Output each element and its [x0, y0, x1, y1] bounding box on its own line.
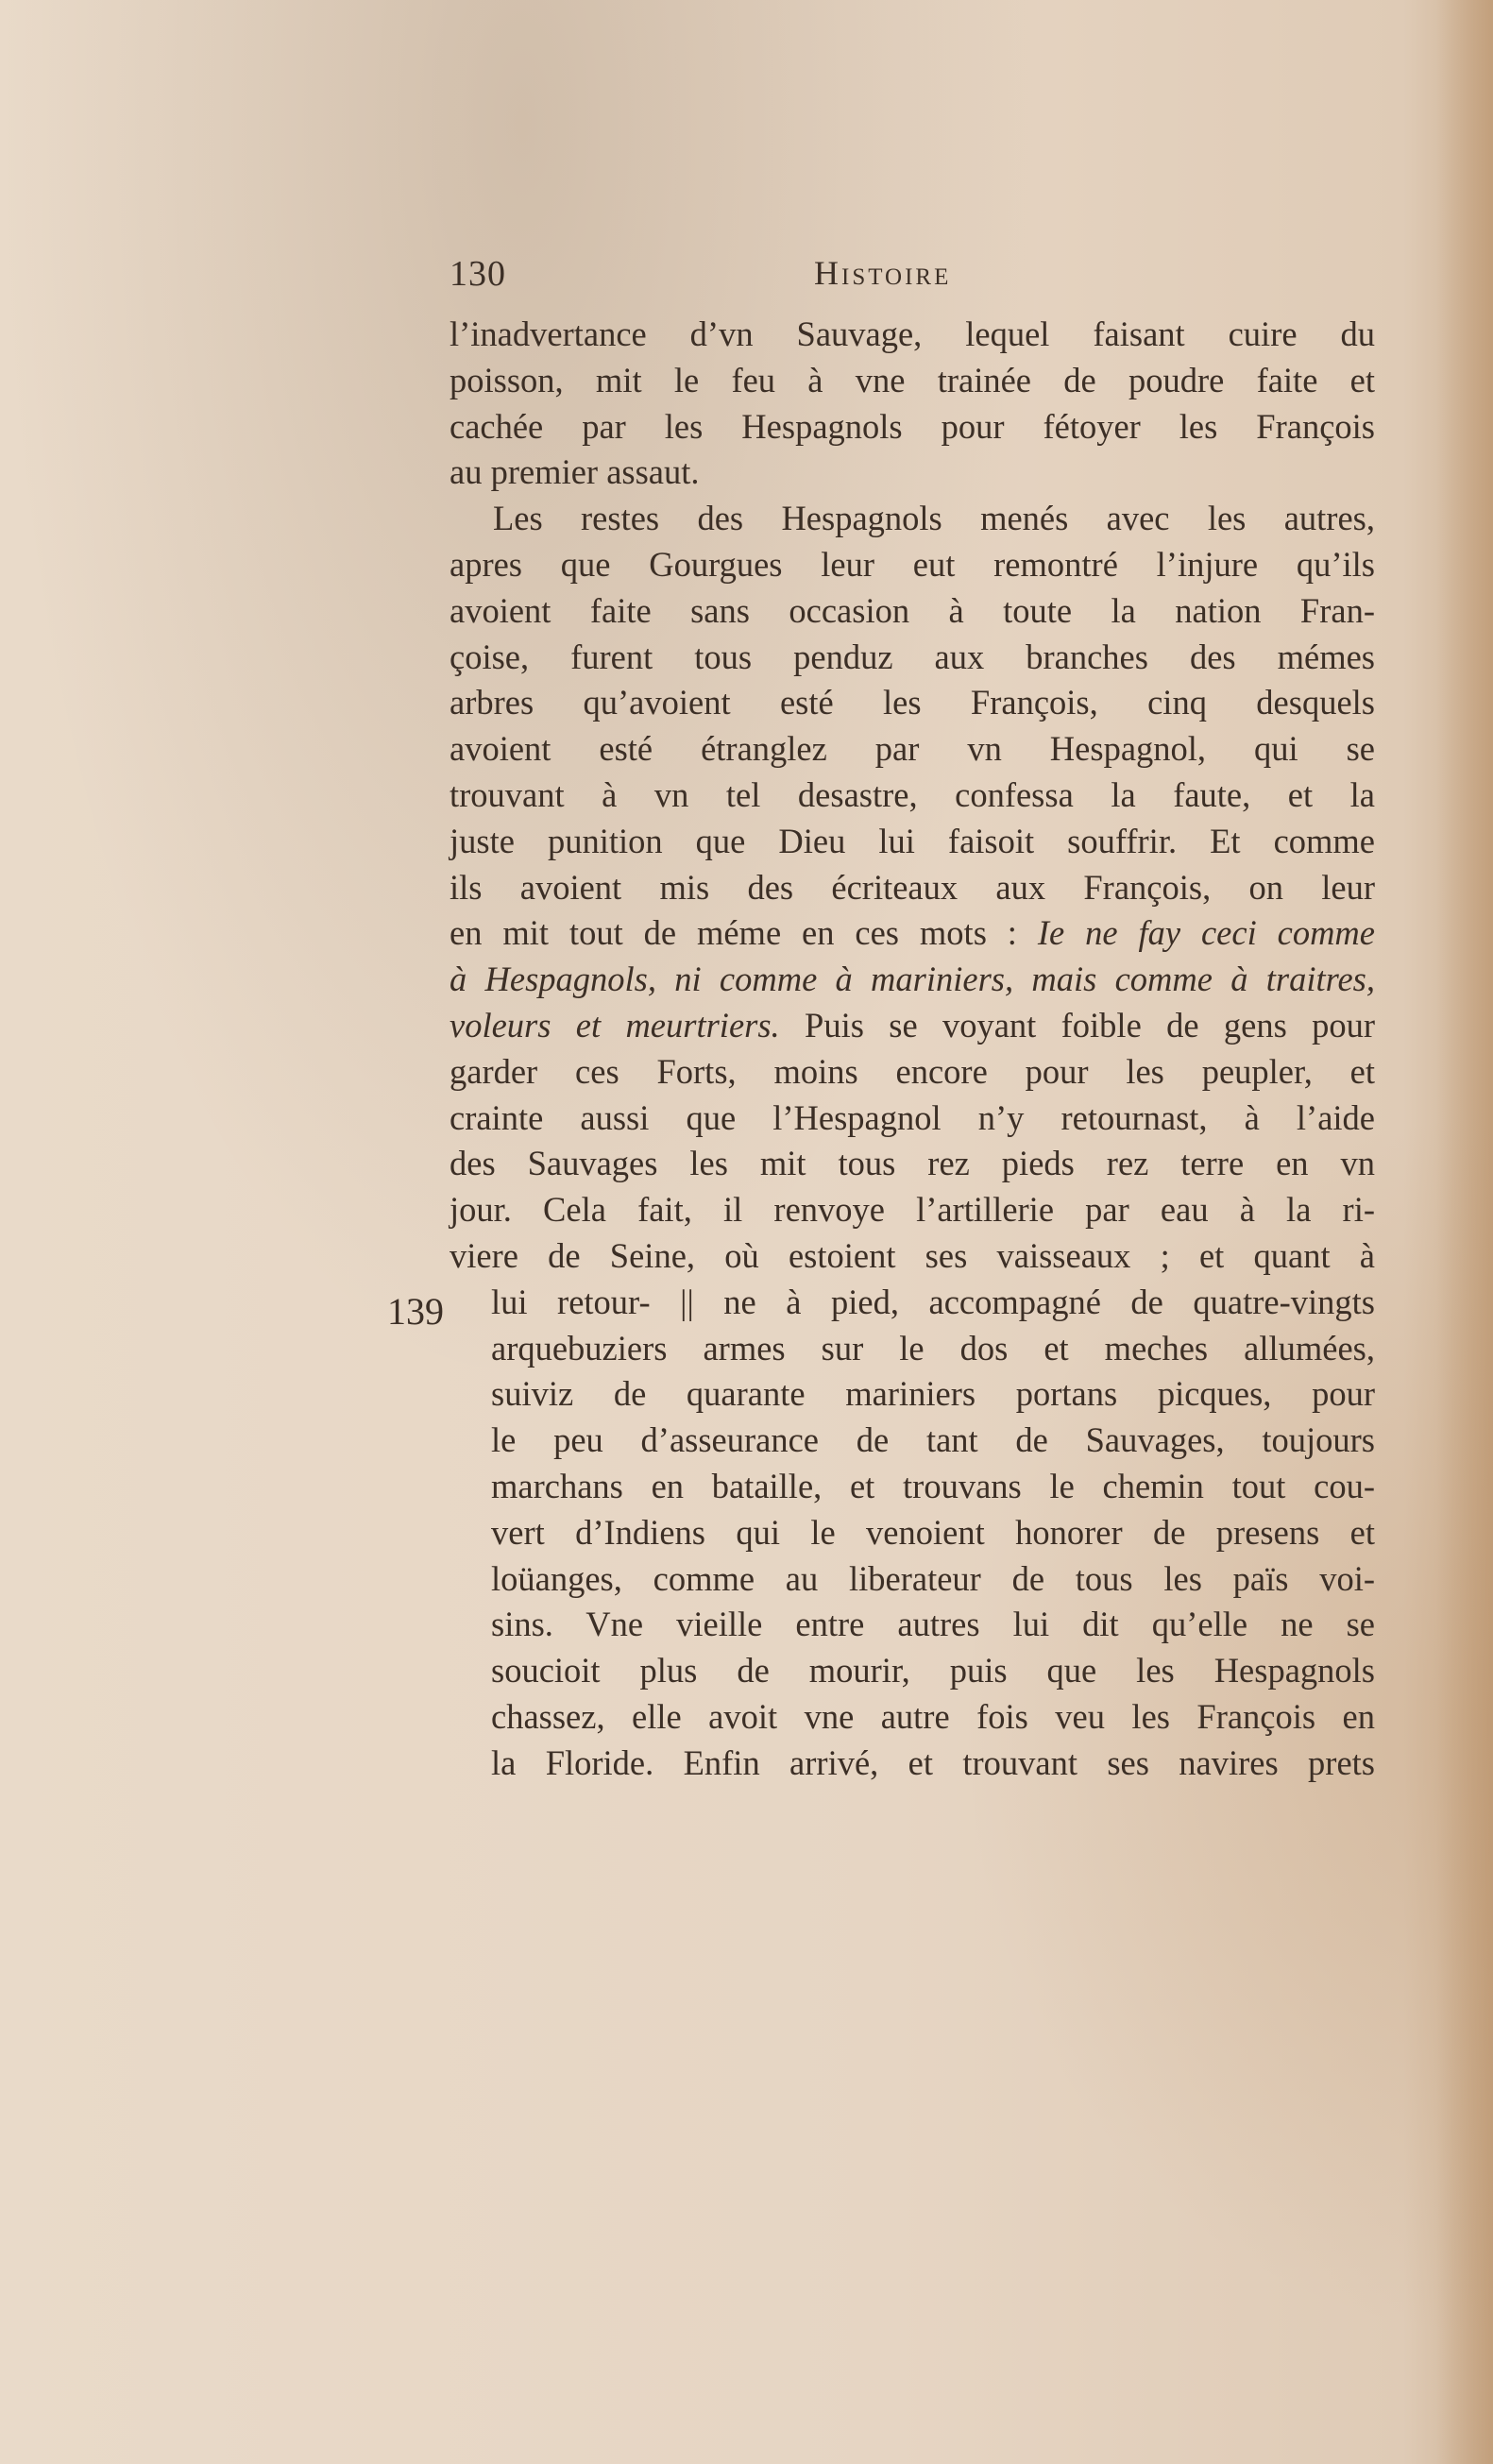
- text-line: avoient faite sans occasion à toute la nation Fran-: [450, 590, 1375, 630]
- text-line: au premier assaut.: [450, 452, 700, 492]
- page-number: 130: [450, 254, 506, 294]
- text-line: la Floride. Enfin arrivé, et trouvant ses navires prets: [491, 1742, 1375, 1782]
- text-line: vert d’Indiens qui le venoient honorer de presens et: [491, 1512, 1375, 1552]
- italic-inscription: Ie ne fay ceci comme: [1037, 913, 1375, 953]
- text-line: chassez, elle avoit vne autre fois veu les François en: [491, 1696, 1375, 1736]
- text-line: garder ces Forts, moins encore pour les peupler, et: [450, 1051, 1375, 1091]
- text-line: arquebuziers armes sur le dos et meches allumées,: [491, 1328, 1375, 1368]
- text-line: Les restes des Hespagnols menés avec les autres,: [493, 499, 1375, 538]
- margin-page-reference: 139: [387, 1290, 444, 1333]
- text-line: suiviz de quarante mariniers portans picques, pour: [491, 1374, 1375, 1414]
- text-line: cachée par les Hespagnols pour fétoyer les François: [450, 406, 1375, 446]
- running-head: Histoire: [814, 254, 952, 292]
- text-line: apres que Gourgues leur eut remontré l’injure qu’ils: [450, 544, 1375, 584]
- text-line: avoient esté étranglez par vn Hespagnol, qui se: [450, 729, 1375, 769]
- text-line: arbres qu’avoient esté les François, cinq desquels: [450, 683, 1375, 722]
- page-header: [450, 253, 1375, 300]
- text-line: lui retour- || ne à pied, accompagné de quatre-vingts: [491, 1282, 1375, 1321]
- text-line: çoise, furent tous penduz aux branches des mémes: [450, 637, 1375, 676]
- text-line: sins. Vne vieille entre autres lui dit qu’elle ne se: [491, 1605, 1375, 1644]
- text-line: le peu d’asseurance de tant de Sauvages, toujours: [491, 1420, 1375, 1460]
- text-line: ils avoient mis des écriteaux aux François, on leur: [450, 867, 1375, 907]
- text-line: marchans en bataille, et trouvans le chemin tout cou-: [491, 1466, 1375, 1505]
- text-line: crainte aussi que l’Hespagnol n’y retournast, à l’aide: [450, 1097, 1375, 1137]
- text-line: l’inadvertance d’vn Sauvage, lequel faisant cuire du: [450, 314, 1375, 353]
- text-line: des Sauvages les mit tous rez pieds rez terre en vn: [450, 1144, 1375, 1183]
- text-line: soucioit plus de mourir, puis que les Hespagnols: [491, 1651, 1375, 1691]
- text-line: [450, 1003, 1375, 1049]
- italic-inscription-line: à Hespagnols, ni comme à mariniers, mais comme à traitres,: [450, 960, 1375, 999]
- text-line: loüanges, comme au liberateur de tous les païs voi-: [491, 1558, 1375, 1598]
- text-line: jour. Cela fait, il renvoye l’artillerie par eau à la ri-: [450, 1190, 1375, 1230]
- text-line: juste punition que Dieu lui faisoit souffrir. Et comme: [450, 821, 1375, 860]
- text-line: viere de Seine, où estoient ses vaisseaux ; et quant à: [450, 1235, 1375, 1275]
- text-line: trouvant à vn tel desastre, confessa la faute, et la: [450, 774, 1375, 814]
- text-segment: en mit tout de méme en ces mots :: [450, 913, 1017, 953]
- text-line: [450, 910, 1375, 957]
- text-segment: Puis se voyant foible de gens pour: [805, 1005, 1376, 1045]
- text-line: poisson, mit le feu à vne trainée de poudre faite et: [450, 360, 1375, 399]
- italic-inscription: voleurs et meurtriers.: [450, 1005, 780, 1045]
- body-text: [450, 312, 1375, 1787]
- page-edge-shadow: [1436, 0, 1493, 2464]
